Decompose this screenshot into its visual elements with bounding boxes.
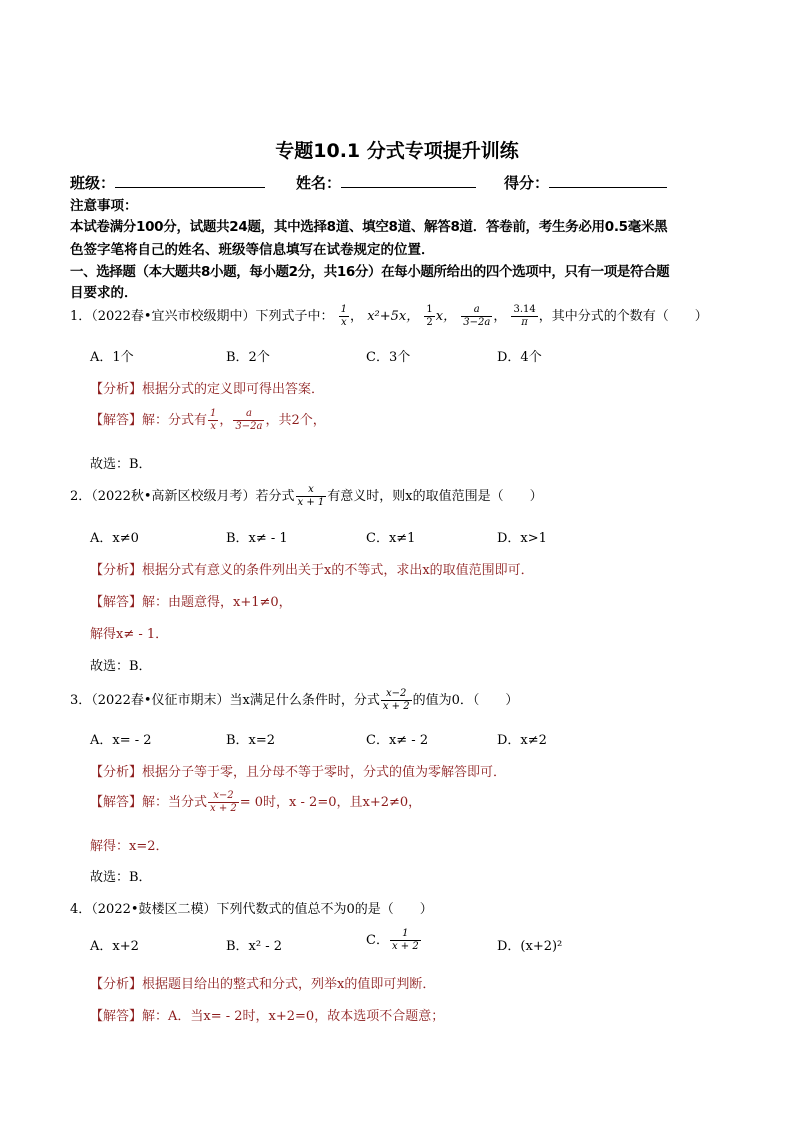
q2-fraction: $\frac{x}{x + 1}$ (297, 484, 325, 508)
page-title: 专题10.1 分式专项提升训练 (275, 140, 519, 162)
q1-tail: ，其中分式的个数有（ ） (538, 309, 708, 324)
q4-analysis: 【分析】根据题目给出的整式和分式，列举x的值即可判断． (90, 977, 436, 992)
score-field (504, 172, 667, 193)
class-blank (115, 173, 265, 188)
q4-option-c-fraction: $\frac{1}{x + 2}$ (391, 928, 419, 952)
name-field (296, 172, 476, 193)
q3-fraction: $\frac{x-2}{x + 2}$ (382, 688, 410, 712)
class-label: 班级： (70, 174, 116, 192)
q3-option-a[interactable]: A．x= - 2 (90, 733, 152, 748)
question-2-stem: 2．（2022秋•高新区校级月考）若分式 $\frac{x}{x + 1}$ 有意义时，则x的取值范围是（ ） (70, 484, 543, 508)
q2-step: 解得x≠ - 1． (90, 627, 169, 642)
q3-step: 解得：x=2． (90, 839, 169, 854)
q1-stem-text: 1．（2022春•宜兴市校级期中）下列式子中： (70, 309, 334, 324)
q1-option-d[interactable]: D．4个 (497, 350, 542, 365)
q3-analysis: 【分析】根据分子等于零，且分母不等于零时，分式的值为零解答即可． (90, 765, 507, 780)
score-label: 得分： (504, 174, 550, 192)
q4-option-c[interactable]: C． $\frac{1}{x + 2}$ (366, 928, 419, 952)
q2-option-b[interactable]: B．x≠ - 1 (226, 531, 288, 546)
q1-sol-frac-2: $\frac{a}{3-2a}$ (235, 408, 263, 432)
score-blank (549, 173, 667, 188)
q2-solution: 【解答】解：由题意得，x+1≠0， (90, 595, 292, 610)
q2-option-c[interactable]: C．x≠1 (366, 531, 416, 546)
name-blank (341, 173, 476, 188)
class-field (70, 172, 265, 193)
name-label: 姓名： (296, 174, 342, 192)
section-heading-1: 一、选择题（本大题共8小题，每小题2分，共16分）在每小题所给出的四个选项中，只有一项是符合题 (70, 264, 670, 280)
notice-line2: 色签字笔将自己的姓名、班级等信息填写在试卷规定的位置． (70, 242, 435, 258)
q1-solution: 【解答】解：分式有 $\frac{1}{x}$ ， $\frac{a}{3-2a}$ ，共2个， (90, 408, 326, 432)
q2-option-d[interactable]: D．x>1 (497, 531, 547, 546)
question-3-stem: 3．（2022春•仪征市期末）当x满足什么条件时，分式 $\frac{x-2}{x + 2}$ 的值为0．（ ） (70, 688, 519, 712)
q1-expr-1: $\frac{1}{x}$ (340, 304, 348, 328)
q3-option-b[interactable]: B．x=2 (226, 733, 276, 748)
q3-solution: 【解答】解：当分式 $\frac{x-2}{x + 2}$ = 0时，x - 2=0，且x+2≠0， (90, 790, 422, 814)
q4-solution: 【解答】解：A．当x= - 2时，x+2=0，故本选项不合题意； (90, 1009, 445, 1024)
q2-answer: 故选：B． (90, 659, 152, 674)
q1-expr-3: $\frac{1}{2}$ (426, 304, 433, 328)
q1-option-a[interactable]: A．1个 (90, 350, 134, 365)
notice-line1: 本试卷满分100分，试题共24题，其中选择8道、填空8道、解答8道．答卷前，考生务必用0.5毫米黑 (70, 219, 668, 235)
notice-heading: 注意事项： (70, 198, 138, 214)
q3-option-d[interactable]: D．x≠2 (497, 733, 547, 748)
q3-answer: 故选：B． (90, 870, 152, 885)
section-heading-2: 目要求的． (70, 285, 138, 301)
q1-answer: 故选：B． (90, 457, 152, 472)
q3-option-c[interactable]: C．x≠ - 2 (366, 733, 429, 748)
q3-sol-fraction: $\frac{x-2}{x + 2}$ (210, 790, 237, 814)
question-4-stem: 4．（2022•鼓楼区二模）下列代数式的值总不为0的是（ ） (70, 902, 433, 917)
q4-option-b[interactable]: B．x² - 2 (226, 939, 283, 954)
q4-option-a[interactable]: A．x+2 (90, 939, 139, 954)
q1-expr-4: $\frac{a}{3-2a}$ (463, 304, 491, 328)
q1-option-b[interactable]: B．2个 (226, 350, 270, 365)
q1-expr-2: x²+5x， (367, 309, 420, 324)
q2-option-a[interactable]: A．x≠0 (90, 531, 139, 546)
q2-analysis: 【分析】根据分式有意义的条件列出关于x的不等式，求出x的取值范围即可． (90, 563, 534, 578)
q1-analysis: 【分析】根据分式的定义即可得出答案． (90, 382, 325, 397)
q1-expr-5: $\frac{3.14}{\pi}$ (513, 304, 536, 328)
question-1-stem: 1．（2022春•宜兴市校级期中）下列式子中： $\frac{1}{x}$ ， x²+5x， $\frac{1}{2}$ x， $\frac{a}{3-2a}$ ， $\frac{3.14}{\pi}$ ，其中分式的个数有（ ） (70, 304, 708, 328)
q4-option-d[interactable]: D．(x+2)² (497, 939, 563, 954)
q1-option-c[interactable]: C．3个 (366, 350, 411, 365)
q1-sol-frac-1: $\frac{1}{x}$ (210, 408, 217, 432)
